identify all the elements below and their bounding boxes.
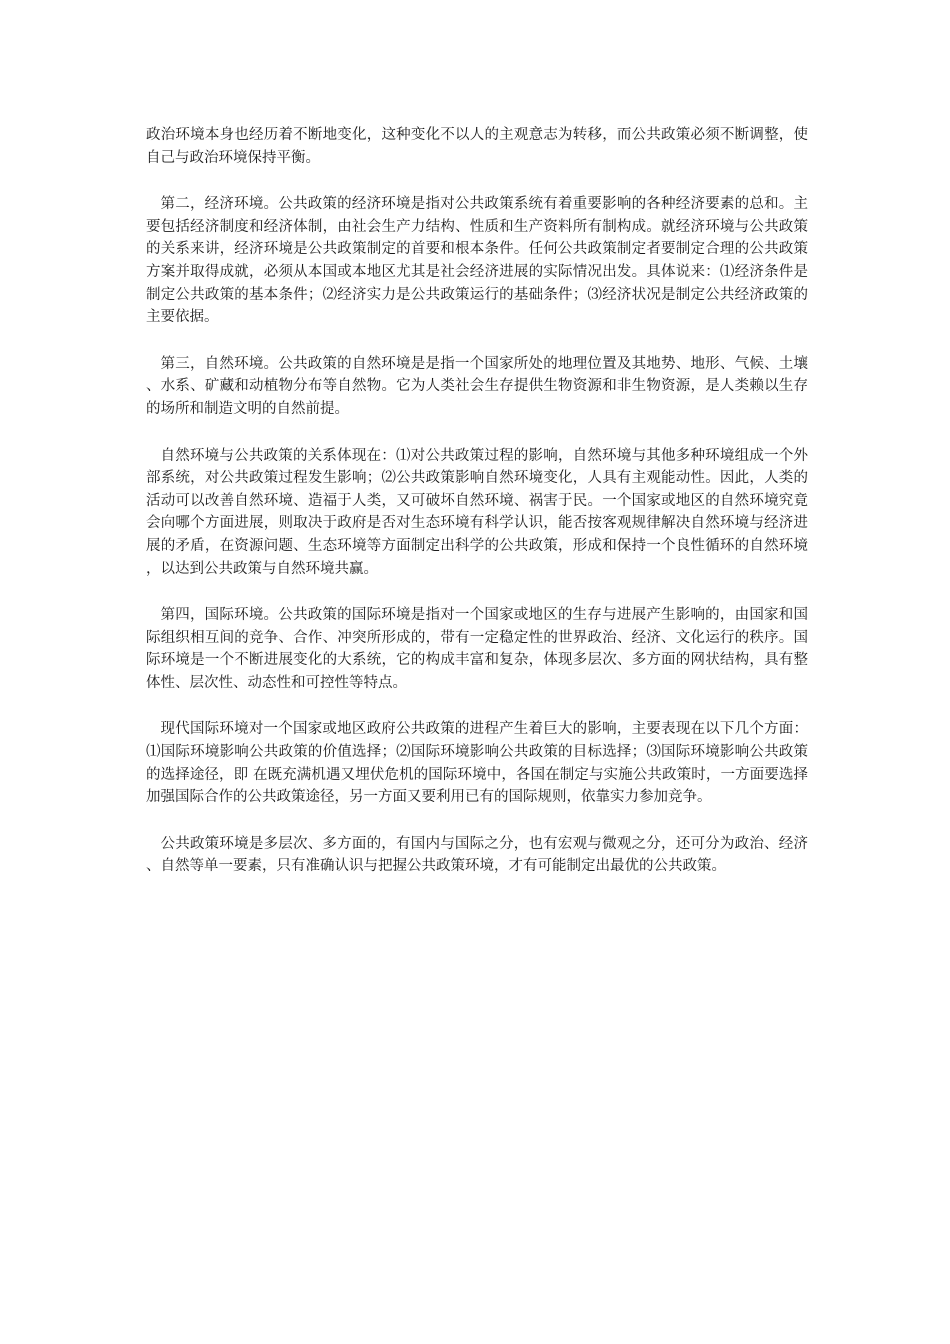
paragraph-international-environment-impact: 现代国际环境对一个国家或地区政府公共政策的进程产生着巨大的影响，主要表现在以下几个方面：⑴国际环境影响公共政策的价值选择；⑵国际环境影响公共政策的目标选择；⑶国际环境影响公共政策的选择途径，即 在既充满机遇又埋伏危机的国际环境中，各国在制定与实施公共政策时，一方面要选择加强国际合作的公共政策途径，另一方面又要利用已有的国际规则，依靠实力参加竞争。 [146,721,808,806]
paragraph-natural-environment: 第三，自然环境。公共政策的自然环境是是指一个国家所处的地理位置及其地势、地形、气候、土壤、水系、矿藏和动植物分布等自然物。它为人类社会生存提供生物资源和非生物资源，是人类赖以生存的场所和制造文明的自然前提。 [146,355,808,417]
paragraph-conclusion: 公共政策环境是多层次、多方面的，有国内与国际之分，也有宏观与微观之分，还可分为政治、经济、自然等单一要素，只有准确认识与把握公共政策环境，才有可能制定出最优的公共政策。 [146,835,808,875]
paragraph-economic-environment: 第二，经济环境。公共政策的经济环境是指对公共政策系统有着重要影响的各种经济要素的总和。主要包括经济制度和经济体制，由社会生产力结构、性质和生产资料所有制构成。就经济环境与公共政策的关系来讲，经济环境是公共政策制定的首要和根本条件。任何公共政策制定者要制定合理的公共政策方案并取得成就，必须从本国或本地区尤其是社会经济进展的实际情况出发。具体说来：⑴经济条件是制定公共政策的基本条件；⑵经济实力是公共政策运行的基础条件；⑶经济状况是制定公共经济政策的主要依据。 [146,196,808,326]
paragraph-international-environment: 第四，国际环境。公共政策的国际环境是指对一个国家或地区的生存与进展产生影响的，由国家和国际组织相互间的竞争、合作、冲突所形成的，带有一定稳定性的世界政治、经济、文化运行的秩序。国际环境是一个不断进展变化的大系统，它的构成丰富和复杂，体现多层次、多方面的网状结构，具有整体性、层次性、动态性和可控性等特点。 [146,607,808,691]
paragraph-political-environment-continued: 政治环境本身也经历着不断地变化，这种变化不以人的主观意志为转移，而公共政策必须不断调整，使自己与政治环境保持平衡。 [146,127,808,166]
paragraph-natural-environment-relationship: 自然环境与公共政策的关系体现在：⑴对公共政策过程的影响，自然环境与其他多种环境组成一个外部系统，对公共政策过程发生影响；⑵公共政策影响自然环境变化，人具有主观能动性。因此，人类的活动可以改善自然环境、造福于人类，又可破坏自然环境、祸害于民。一个国家或地区的自然环境究竟会向哪个方面进展，则取决于政府是否对生态环境有科学认识，能否按客观规律解决自然环境与经济进展的矛盾，在资源问题、生态环境等方面制定出科学的公共政策，形成和保持一个良性循环的自然环境，以达到公共政策与自然环境共赢。 [146,447,808,577]
document-body [146,124,808,902]
